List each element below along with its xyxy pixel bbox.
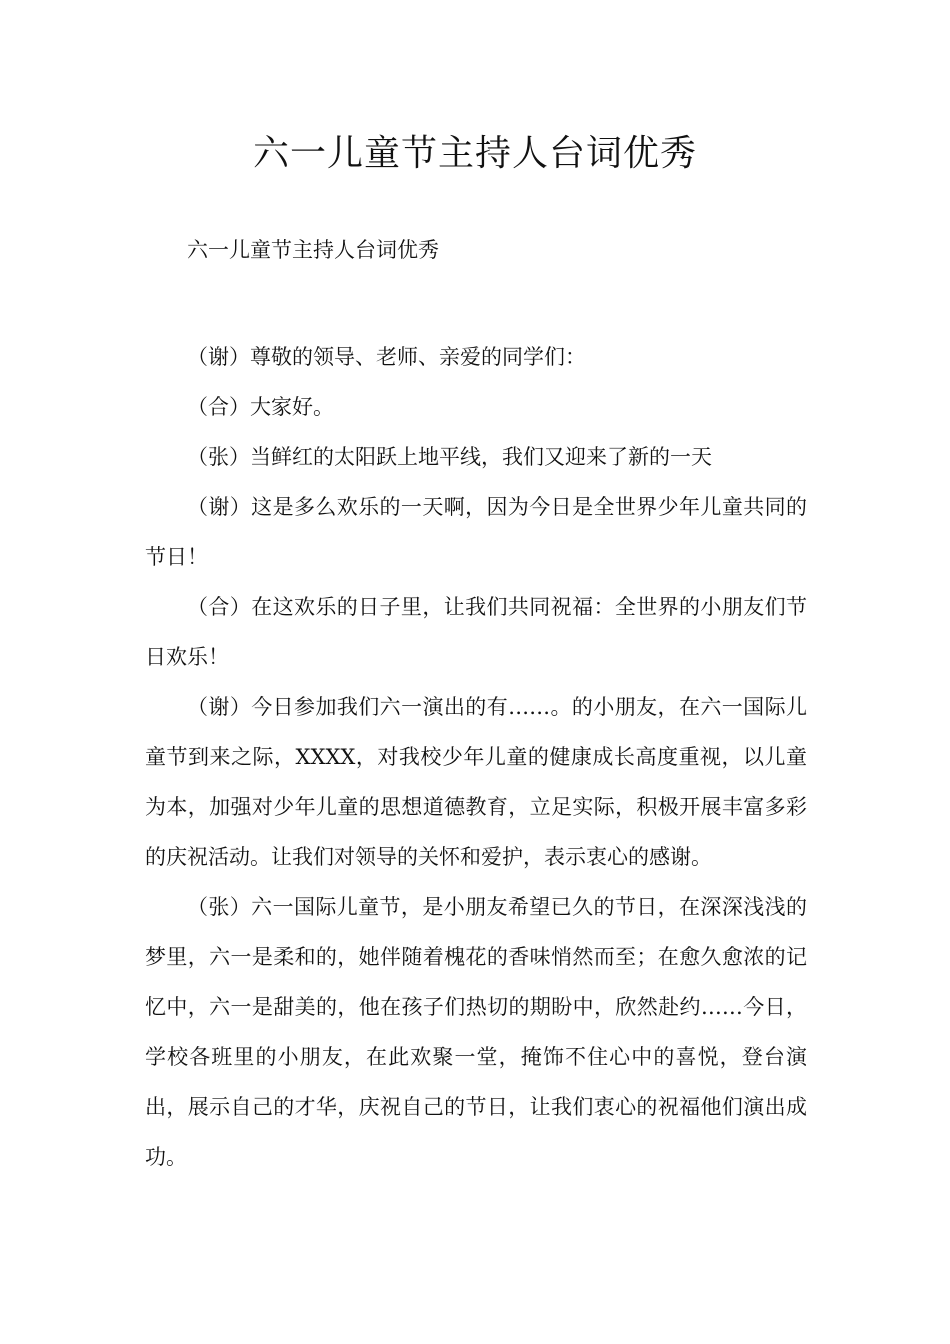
paragraph: （合）大家好。 — [187, 395, 334, 419]
document-title: 六一儿童节主持人台词优秀 — [252, 133, 697, 174]
paragraph: （谢）今日参加我们六一演出的有……。的小朋友，在六一国际儿童节到来之际，XXXX，对我校少年儿童的健康成长高度重视，以儿童为本，加强对少年儿童的思想道德教育，立足实际，积极开展丰富多彩的庆祝活动。让我们对领导的关怀和爱护，表示衷心的感谢。 — [145, 695, 807, 869]
paragraph: （张）六一国际儿童节，是小朋友希望已久的节日，在深深浅浅的梦里，六一是柔和的，她伴随着槐花的香味悄然而至；在愈久愈浓的记忆中，六一是甜美的，他在孩子们热切的期盼中，欣然赴约……今日，学校各班里的小朋友，在此欢聚一堂，掩饰不住心中的喜悦，登台演出，展示自己的才华，庆祝自己的节日，让我们衷心的祝福他们演出成功。 — [145, 895, 807, 1169]
paragraph: （张）当鲜红的太阳跃上地平线，我们又迎来了新的一天 — [187, 445, 712, 469]
paragraph: （谢）尊敬的领导、老师、亲爱的同学们： — [187, 345, 586, 369]
document-body — [145, 332, 807, 1182]
paragraph: （谢）这是多么欢乐的一天啊，因为今日是全世界少年儿童共同的节日！ — [145, 495, 807, 569]
document-subtitle: 六一儿童节主持人台词优秀 — [187, 238, 439, 262]
paragraph: （合）在这欢乐的日子里，让我们共同祝福：全世界的小朋友们节日欢乐！ — [145, 595, 807, 669]
